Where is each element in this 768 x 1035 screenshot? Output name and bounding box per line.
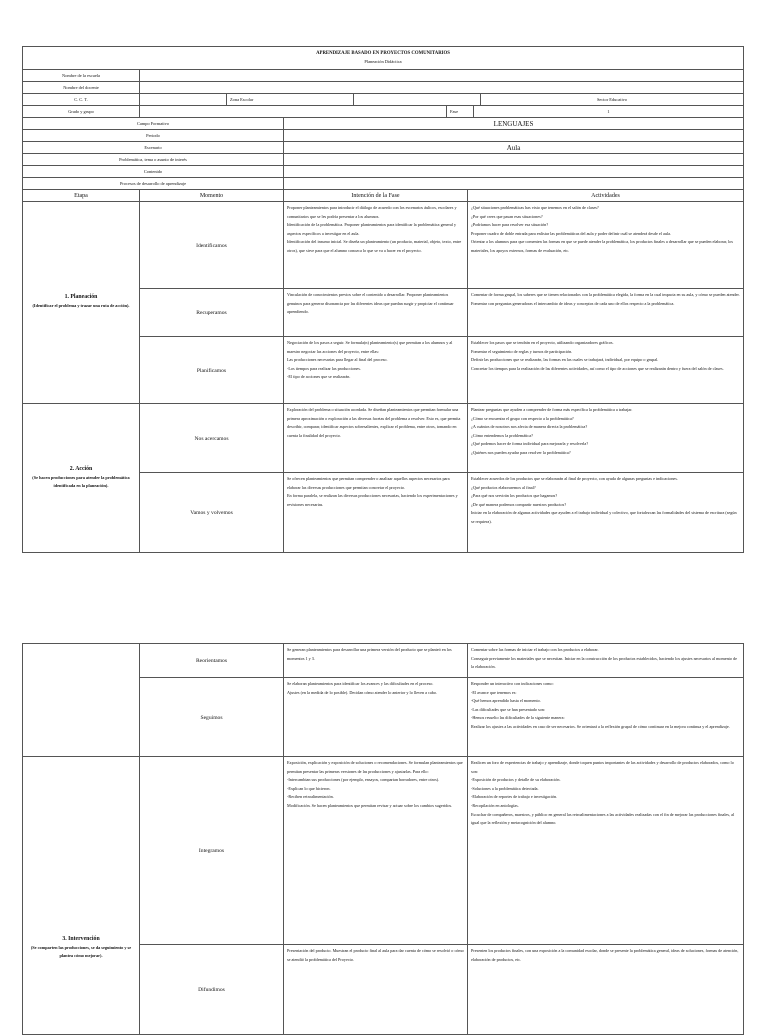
intention-vamos-y-volvemos bbox=[284, 473, 468, 553]
paragraph: Modificación. Se hacen planteamientos que permitan revisar y actuar sobre los cambios sugeridos. bbox=[287, 802, 453, 808]
paragraph: Exploración del problema o situación acordada. Se diseñan planteamientos que permitan formular una primera aproximación o exploración a las diversas facetas del problema a resolver. Esto es, que permita describir, comparar, identificar aspectos sobresalientes, explicar el problema, entre otros, tomando en cuenta la finalidad del proyecto. bbox=[287, 407, 461, 438]
paragraph: Comentar de forma grupal, los saberes que se tienen relacionados con la problemática elegida, la forma en la cual impacta en su aula, y cómo se pueden atender. bbox=[471, 292, 740, 297]
zone-field bbox=[354, 94, 481, 105]
paragraph: Realicen un foro de experiencias de trabajo y aprendizaje, donde toquen puntos importantes de las actividades y desarrollo de productos elaborados, como lo son: bbox=[471, 760, 734, 774]
paragraph: -Recopilación en antologías. bbox=[471, 802, 519, 808]
activities-seguimos bbox=[468, 678, 744, 757]
paragraph: ¿Cómo se encuentra el grupo con respecto a la problemática? bbox=[471, 415, 574, 421]
paragraph: -Qué hemos aprendido hasta el momento. bbox=[471, 698, 541, 704]
stage-planeacion-description: (Identificar el problema y trazar una ruta de acción). bbox=[32, 303, 130, 308]
moment-planificamos: Planificamos bbox=[140, 337, 284, 404]
period-field bbox=[284, 130, 744, 142]
paragraph: ¿Quiénes nos pueden ayudar para resolver la problemática? bbox=[471, 449, 571, 455]
grade-phase-row bbox=[140, 106, 744, 118]
stage-accion-description: (Se hacen producciones para atender la problemática identificada en la planeación). bbox=[32, 474, 130, 488]
paragraph: En forma paralela, se realizan las diversas producciones necesarias, haciendo los experimentaciones y revisiones necesarias. bbox=[287, 493, 458, 507]
paragraph: -Elaboración de reportes de trabajo e investigación. bbox=[471, 794, 558, 800]
setting-label: Escenario bbox=[23, 142, 284, 154]
stage-intervencion-description: (Se comparten las producciones, se da seguimiento y se plantea cómo mejorar). bbox=[30, 945, 132, 958]
column-header-stage: Etapa bbox=[23, 190, 140, 202]
paragraph: ¿De qué manera podemos compartir nuestros productos? bbox=[471, 501, 567, 507]
paragraph: Iniciar en la elaboración de algunas actividades que ayuden a el trabajo individual y colectivo, que fortalezcan las formalidades del sistema de escritura (según se requiera). bbox=[471, 510, 737, 524]
paragraph: ¿Qué podemos hacer de forma individual para mejorarla y resolverla? bbox=[471, 441, 589, 447]
paragraph: Negociación de los pasos a seguir. Se formula(n) planteamiento(s) que permitan a los alumnos y al maestro negociar las acciones del proyecto, entre ellas: bbox=[287, 340, 453, 354]
sector-label: Sector Educativo bbox=[596, 97, 628, 102]
content-label: Contenido bbox=[23, 166, 284, 178]
intention-nos-acercamos bbox=[284, 404, 468, 473]
problem-field bbox=[284, 154, 744, 166]
paragraph: ¿Para qué nos servirán los productos que hagamos? bbox=[471, 493, 558, 499]
paragraph: Presentación del producto. Muestran el producto final al aula para dar cuenta de cómo se resolvió o cómo se atendió la problemática del Proyecto. bbox=[287, 948, 464, 962]
paragraph: Escuchar de compañeros, maestros, y público en general las retroalimentaciones a las actividades realizadas con el fin de mejorar las producciones finales, al igual que la reflexión y metacognición del alumno. bbox=[471, 811, 735, 826]
paragraph: ¿Podríamos hacer para resolver esa situación? bbox=[471, 222, 549, 228]
activities-nos-acercamos bbox=[468, 404, 744, 473]
document-subtitle: Planeación Didáctica bbox=[364, 59, 402, 64]
intention-difundimos bbox=[284, 945, 468, 1035]
moment-seguimos: Seguimos bbox=[140, 678, 284, 757]
moment-nos-acercamos: Nos acercamos bbox=[140, 404, 284, 473]
cct-zone-sector-row bbox=[140, 94, 744, 106]
intention-planificamos bbox=[284, 337, 468, 404]
problem-label: Problemática, tema o asunto de interés bbox=[23, 154, 284, 166]
paragraph: ¿Qué situaciones problemáticas has visto que tenemos en el salón de clases? bbox=[471, 205, 599, 210]
paragraph: -Reciben retroalimentación. bbox=[287, 794, 334, 800]
column-header-activities: Actividades bbox=[468, 190, 744, 202]
school-name-field bbox=[140, 70, 744, 82]
paragraph: ¿Qué productos elaboraremos al final? bbox=[471, 484, 536, 490]
moment-identificamos: Identificamos bbox=[140, 202, 284, 289]
teacher-name-label: Nombre del docente bbox=[23, 82, 140, 94]
stage-accion-name: 2. Acción bbox=[69, 465, 93, 472]
stage-planeacion-name: 1. Planeación bbox=[64, 294, 98, 300]
paragraph: Fomentar el seguimiento de reglas y turnos de participación. bbox=[471, 348, 573, 354]
paragraph: -El avance que tenemos es: bbox=[471, 689, 517, 695]
paragraph: Responder un interactivo con indicaciones como: bbox=[471, 681, 554, 686]
intention-seguimos bbox=[284, 678, 468, 757]
stage-intervencion-name: 3. Intervención bbox=[62, 936, 100, 942]
activities-difundimos bbox=[468, 945, 744, 1035]
cct-field bbox=[140, 94, 227, 105]
document-title-cell bbox=[23, 47, 744, 70]
planning-table-page-2 bbox=[22, 643, 744, 1035]
grade-group-label: Grado y grupo bbox=[23, 106, 140, 118]
paragraph: Concretar los tiempos para la realización de las diferentes actividades, así como el tipo de acciones que se realizarán dentro y fuera del salón de clases. bbox=[471, 365, 724, 371]
content-field bbox=[284, 166, 744, 178]
document-title: APRENDIZAJE BASADO EN PROYECTOS COMUNITARIOS bbox=[316, 51, 450, 56]
paragraph: Se ofrecen planteamientos que permitan comprender o analizar aquellos aspectos necesarios para elaborar las diversas producciones que permitan concretar el proyecto. bbox=[287, 476, 450, 490]
paragraph: -El tipo de acciones que se realizarán. bbox=[287, 374, 351, 380]
activities-reorientamos bbox=[468, 644, 744, 678]
period-label: Periodo bbox=[23, 130, 284, 142]
learning-processes-label: Procesos de desarrollo de aprendizaje bbox=[23, 178, 284, 190]
paragraph: -Explican lo que hicieron. bbox=[287, 785, 331, 791]
paragraph: Se elaboran planteamientos para identificar los avances y las dificultades en el proceso. bbox=[287, 681, 434, 686]
activities-integramos bbox=[468, 757, 744, 945]
intention-integramos bbox=[284, 757, 468, 945]
phase-label: Fase bbox=[447, 106, 474, 117]
paragraph: Establecer acuerdos de los productos que se elaborarán al final de proyecto, con ayuda de algunas preguntas e indicaciones. bbox=[471, 476, 678, 481]
paragraph: Proponer cuadro de doble entrada para enlistar las problemáticas del aula y poder definir cuál se atenderá desde el aula. bbox=[471, 230, 671, 236]
phase-value: 1 bbox=[607, 109, 610, 114]
teacher-name-field bbox=[140, 82, 744, 94]
paragraph: Las producciones necesarias para llegar al final del proceso. bbox=[287, 357, 388, 363]
moment-vamos-y-volvemos: Vamos y volvemos bbox=[140, 473, 284, 553]
planning-table-page-1 bbox=[22, 46, 744, 553]
zone-label: Zona Escolar bbox=[227, 94, 354, 105]
paragraph: Fomentar con preguntas generadoras el intercambio de ideas y conceptos de cada uno de ellos respecto a la problemática. bbox=[471, 300, 675, 306]
grade-group-field bbox=[140, 106, 447, 117]
paragraph: -Los tiempos para realizar las producciones. bbox=[287, 365, 361, 371]
paragraph: -Las dificultades que se han presentado son: bbox=[471, 706, 545, 712]
stage-planeacion bbox=[23, 202, 140, 404]
school-name-label: Nombre de la escuela bbox=[23, 70, 140, 82]
paragraph: Realizar los ajustes a las actividades en caso de ser necesarios. Se orientará a la reflexión grupal de cómo continuar en la mejora continua y el aprendizaje. bbox=[471, 723, 730, 729]
moment-reorientamos: Reorientamos bbox=[140, 644, 284, 678]
paragraph: Proponer planteamientos para introducir el diálogo de acuerdo con los escenarios áulicos, escolares y comunitarios que se les podría presentar a los alumnos. bbox=[287, 205, 457, 219]
paragraph: Se generan planteamientos para desarrollar una primera versión del producto que se planteó en los momentos 1 y 3. bbox=[287, 647, 452, 661]
paragraph: ¿Cómo entendemos la problemática? bbox=[471, 432, 533, 438]
paragraph: Comentar sobre las formas de iniciar el trabajo con los productos a elaborar. bbox=[471, 647, 599, 652]
paragraph: Definir las producciones que se realizarán, las formas en las cuales se trabajará, individual, por equipo o grupal. bbox=[471, 357, 659, 363]
paragraph: ¿A cuántos de nosotros nos afecta de manera directa la problemática? bbox=[471, 424, 588, 430]
activities-recuperamos bbox=[468, 289, 744, 337]
paragraph: -Soluciones a la problemática detectada. bbox=[471, 785, 539, 791]
paragraph: Presenten los productos finales, con una exposición a la comunidad escolar, donde se presente la problemática general, ideas de soluciones, formas de atención, elaboración de productos, etc. bbox=[471, 948, 739, 962]
cct-label: C. C. T. bbox=[23, 94, 140, 106]
formative-field-label: Campo Formativo bbox=[23, 118, 284, 130]
paragraph: -Exposición de productos y detalle de su elaboración. bbox=[471, 777, 561, 783]
paragraph: Orientar a los alumnos para que comenten las formas en que se puede atender la problemática, los productos finales a desarrollar que se pueden elaborar, los materiales, los apoyos externos, formas de evaluación, etc. bbox=[471, 239, 734, 253]
paragraph: -Intercambian sus producciones (por ejemplo, ensayos, compartan borradores, entre otros). bbox=[287, 777, 440, 783]
column-header-moment: Momento bbox=[140, 190, 284, 202]
setting-value: Aula bbox=[284, 142, 744, 154]
moment-recuperamos: Recuperamos bbox=[140, 289, 284, 337]
activities-planificamos bbox=[468, 337, 744, 404]
moment-difundimos: Difundimos bbox=[140, 945, 284, 1035]
paragraph: -Hemos resuelto las dificultades de la siguiente manera: bbox=[471, 715, 565, 721]
paragraph: Plantear preguntas que ayuden a comprender de forma más específica la problemática a trabajar. bbox=[471, 407, 633, 412]
paragraph: Ajustes (en la medida de lo posible). Decidan cómo atender lo anterior y lo lleven a cabo. bbox=[287, 689, 437, 695]
stage-intervencion bbox=[23, 757, 140, 1035]
paragraph: Conseguir previamente los materiales que se necesitan. Iniciar en la construcción de los productos establecidos, haciendo los ajustes necesarios al momento de la elaboración. bbox=[471, 655, 737, 670]
moment-integramos: Integramos bbox=[140, 757, 284, 945]
activities-identificamos bbox=[468, 202, 744, 289]
intention-reorientamos bbox=[284, 644, 468, 678]
intention-identificamos bbox=[284, 202, 468, 289]
paragraph: Identificación del insumo inicial. Se diseña un planteamiento (un producto, material, objeto, texto, entre otros), que sirve para que el alumno conozca lo que se va a hacer en el proyecto. bbox=[287, 239, 462, 253]
paragraph: Establecer los pasos que se tendrán en el proyecto, utilizando organizadores gráficos. bbox=[471, 340, 614, 345]
stage-accion bbox=[23, 404, 140, 553]
paragraph: Vinculación de conocimientos previos sobre el contenido a desarrollar. Proponer planteamientos genuinos para generar disonancia por las diferentes ideas que puedan surgir y propiciar el continuar aprendiendo. bbox=[287, 292, 454, 315]
learning-processes-field bbox=[284, 178, 744, 190]
intention-recuperamos bbox=[284, 289, 468, 337]
paragraph: Exposición, explicación y exposición de soluciones o recomendaciones. Se formulan planteamientos que permitan presentar las primeras versiones de las producciones y ajustarlas. Para ello: bbox=[287, 760, 463, 774]
paragraph: Identificación de la problemática. Proponer planteamientos para identificar la problemática general y aspectos específicos a investigar en el aula. bbox=[287, 222, 457, 236]
activities-vamos-y-volvemos bbox=[468, 473, 744, 553]
paragraph: ¿Por qué crees que pasan esas situaciones? bbox=[471, 213, 543, 219]
formative-field-value: LENGUAJES bbox=[284, 118, 744, 130]
column-header-intention: Intención de la Fase bbox=[284, 190, 468, 202]
stage-accion-continued bbox=[23, 644, 140, 757]
